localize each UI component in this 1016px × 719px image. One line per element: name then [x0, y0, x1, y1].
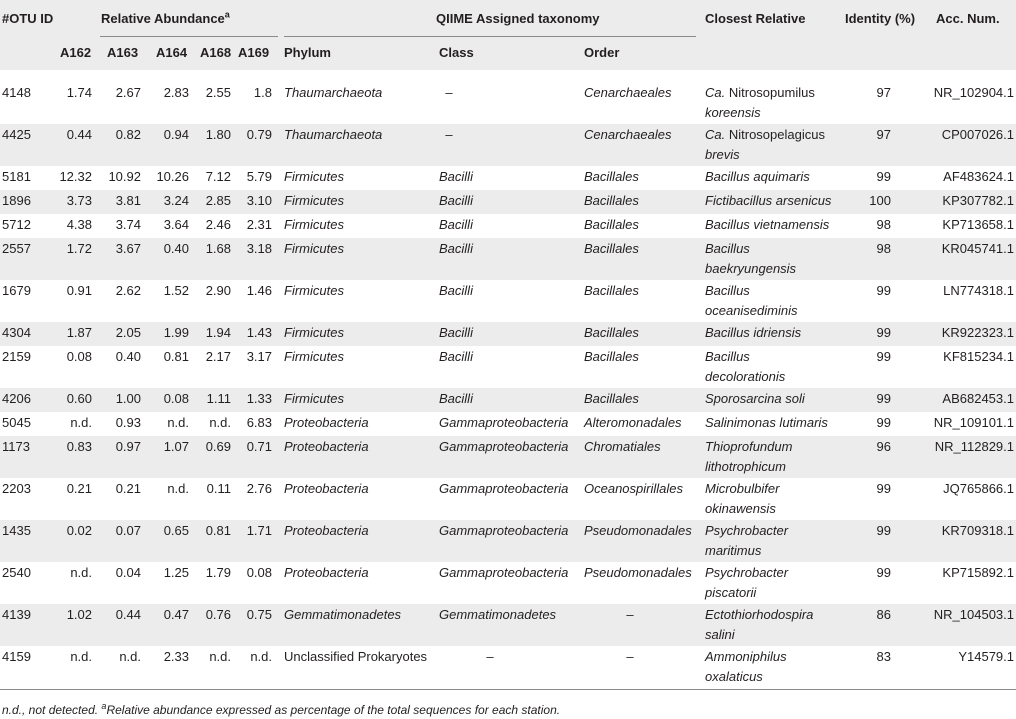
class-cell: Gemmatimonadetes — [439, 607, 557, 622]
header-phylum: Phylum — [284, 45, 331, 60]
abundance-cell: 1.11 — [206, 391, 231, 406]
footnote-text: Relative abundance expressed as percentage of the total sequences for each station. — [106, 703, 561, 717]
header-station: A168 — [200, 45, 232, 60]
abundance-cell: 2.76 — [246, 481, 272, 496]
abundance-cell: 3.17 — [246, 349, 272, 364]
otu-id-cell: 1435 — [2, 523, 31, 538]
abundance-cell: 2.67 — [115, 85, 141, 100]
abundance-cell: 3.74 — [115, 217, 141, 232]
order-cell: Bacillales — [584, 391, 639, 406]
class-cell: Bacilli — [439, 241, 473, 256]
acc-num-cell: KR709318.1 — [941, 523, 1014, 538]
acc-num-cell: AF483624.1 — [943, 169, 1014, 184]
abundance-cell: 3.67 — [115, 241, 141, 256]
closest-relative-cell — [705, 191, 831, 211]
closest-relative-cell — [705, 647, 787, 667]
otu-id-cell: 1679 — [2, 283, 31, 298]
abundance-cell: 3.64 — [163, 217, 189, 232]
class-cell: Bacilli — [439, 325, 473, 340]
class-cell: Gammaproteobacteria — [439, 439, 569, 454]
abundance-cell: 5.79 — [246, 169, 272, 184]
abundance-cell: 1.74 — [66, 85, 92, 100]
otu-id-cell: 2203 — [2, 481, 31, 496]
abundance-cell: 1.07 — [163, 439, 189, 454]
abundance-cell: 12.32 — [59, 169, 92, 184]
closest-relative-line1: Bacillus — [705, 349, 750, 364]
closest-relative-line1: Bacillus — [705, 283, 750, 298]
closest-relative-line2: oxalaticus — [705, 669, 763, 684]
abundance-cell: n.d. — [70, 649, 92, 664]
abundance-cell: 1.94 — [205, 325, 231, 340]
abundance-cell: 0.40 — [115, 349, 141, 364]
closest-relative-line1: Nitrosopumilus — [728, 85, 815, 100]
closest-relative-line2: koreensis — [705, 105, 761, 120]
otu-id-cell: 1896 — [2, 193, 31, 208]
abundance-cell: 2.17 — [205, 349, 231, 364]
order-cell: Bacillales — [584, 283, 639, 298]
header-row-2 — [0, 36, 1016, 70]
class-cell: Bacilli — [439, 283, 473, 298]
abundance-cell: 1.43 — [246, 325, 272, 340]
abundance-cell: 0.08 — [163, 391, 189, 406]
closest-relative-line2: lithotrophicum — [705, 459, 786, 474]
abundance-cell: 0.93 — [115, 415, 141, 430]
abundance-cell: 1.87 — [66, 325, 92, 340]
header-footnote-mark: a — [224, 9, 230, 20]
closest-relative-line2: salini — [705, 627, 735, 642]
identity-cell: 99 — [876, 283, 891, 298]
class-cell: Bacilli — [439, 391, 473, 406]
phylum-cell: Firmicutes — [284, 169, 344, 184]
header-qiime: QIIME Assigned taxonomy — [436, 11, 600, 26]
abundance-cell: 3.81 — [115, 193, 141, 208]
header-station: A162 — [60, 45, 92, 60]
closest-relative-line1: Nitrosopelagicus — [728, 127, 825, 142]
class-cell: Bacilli — [439, 169, 473, 184]
closest-relative-prefix: Ca. — [705, 127, 726, 142]
otu-id-cell: 4159 — [2, 649, 31, 664]
class-cell: Bacilli — [439, 217, 473, 232]
class-cell: Gammaproteobacteria — [439, 481, 569, 496]
abundance-cell: 0.07 — [115, 523, 141, 538]
otu-id-cell: 2540 — [2, 565, 31, 580]
order-cell: Chromatiales — [584, 439, 661, 454]
table-bottom-rule — [0, 689, 1016, 690]
abundance-cell: n.d. — [70, 565, 92, 580]
abundance-cell: 0.40 — [163, 241, 189, 256]
phylum-cell: Proteobacteria — [284, 565, 369, 580]
closest-relative-cell — [705, 413, 828, 433]
otu-id-cell: 2557 — [2, 241, 31, 256]
phylum-cell: Thaumarchaeota — [284, 85, 383, 100]
header-station: A164 — [156, 45, 188, 60]
abundance-cell: 1.80 — [205, 127, 231, 142]
footnote-nd: n.d., not detected. — [2, 703, 99, 717]
closest-relative-line1: Psychrobacter — [705, 523, 789, 538]
class-cell: – — [445, 127, 453, 142]
order-cell: Alteromonadales — [584, 415, 682, 430]
otu-id-cell: 1173 — [2, 439, 30, 454]
otu-id-cell: 5045 — [2, 415, 31, 430]
order-cell: Bacillales — [584, 349, 639, 364]
abundance-cell: n.d. — [119, 649, 141, 664]
abundance-cell: 3.24 — [163, 193, 189, 208]
header-identity: Identity (%) — [845, 11, 916, 26]
abundance-cell: 0.94 — [163, 127, 189, 142]
acc-num-cell: KP715892.1 — [942, 565, 1014, 580]
phylum-cell: Gemmatimonadetes — [284, 607, 402, 622]
abundance-cell: 0.44 — [115, 607, 141, 622]
closest-relative-line2: maritimus — [705, 543, 762, 558]
closest-relative-line1: Psychrobacter — [705, 565, 789, 580]
otu-id-cell: 4139 — [2, 607, 31, 622]
phylum-cell: Firmicutes — [284, 217, 344, 232]
otu-id-cell: 4304 — [2, 325, 31, 340]
abundance-cell: 1.33 — [246, 391, 272, 406]
closest-relative-line2: okinawensis — [705, 501, 776, 516]
closest-relative-line1: Microbulbifer — [705, 481, 780, 496]
abundance-cell: 0.69 — [205, 439, 231, 454]
closest-relative-line1: Bacillus — [705, 241, 750, 256]
otu-id-cell: 5181 — [2, 169, 31, 184]
abundance-cell: 1.25 — [163, 565, 189, 580]
closest-relative-cell — [705, 83, 815, 103]
abundance-cell: 0.44 — [66, 127, 92, 142]
acc-num-cell: KP307782.1 — [942, 193, 1014, 208]
acc-num-cell: KF815234.1 — [943, 349, 1014, 364]
closest-relative-line1: Ammoniphilus — [705, 649, 787, 664]
abundance-cell: 0.60 — [66, 391, 92, 406]
identity-cell: 99 — [876, 481, 891, 496]
closest-relative-cell — [705, 605, 813, 625]
header-station: A163 — [107, 45, 139, 60]
identity-cell: 99 — [876, 325, 891, 340]
abundance-cell: 1.8 — [253, 85, 272, 100]
identity-cell: 97 — [876, 85, 891, 100]
class-cell: Gammaproteobacteria — [439, 523, 569, 538]
phylum-cell: Firmicutes — [284, 193, 344, 208]
acc-num-cell: JQ765866.1 — [943, 481, 1014, 496]
closest-relative-cell — [705, 479, 779, 499]
closest-relative-line1: Fictibacillus arsenicus — [705, 193, 832, 208]
acc-num-cell: KP713658.1 — [942, 217, 1014, 232]
abundance-cell: 6.83 — [246, 415, 272, 430]
class-cell: Bacilli — [439, 193, 473, 208]
closest-relative-line1: Bacillus idriensis — [705, 325, 802, 340]
identity-cell: 99 — [876, 169, 891, 184]
phylum-cell: Proteobacteria — [284, 415, 369, 430]
closest-relative-cell — [705, 563, 788, 583]
abundance-cell: 0.02 — [66, 523, 92, 538]
abundance-cell: 10.92 — [108, 169, 141, 184]
header-class: Class — [439, 45, 474, 60]
abundance-cell: 4.38 — [66, 217, 92, 232]
closest-relative-line2: decolorationis — [705, 369, 786, 384]
abundance-cell: 2.83 — [163, 85, 189, 100]
otu-id-cell: 4148 — [2, 85, 31, 100]
otu-id-cell: 5712 — [2, 217, 31, 232]
abundance-cell: 2.62 — [115, 283, 141, 298]
identity-cell: 98 — [876, 217, 891, 232]
closest-relative-cell — [705, 389, 805, 409]
phylum-cell: Proteobacteria — [284, 523, 369, 538]
closest-relative-line1: Sporosarcina soli — [705, 391, 805, 406]
abundance-cell: 3.73 — [66, 193, 92, 208]
identity-cell: 83 — [876, 649, 891, 664]
closest-relative-cell — [705, 347, 750, 367]
qiime-underline — [284, 36, 696, 37]
header-acc-num: Acc. Num. — [936, 11, 1000, 26]
closest-relative-cell — [705, 521, 788, 541]
class-cell: Gammaproteobacteria — [439, 565, 569, 580]
identity-cell: 99 — [876, 349, 891, 364]
abundance-cell: 2.55 — [205, 85, 231, 100]
closest-relative-cell — [705, 167, 810, 187]
abundance-cell: 1.00 — [115, 391, 141, 406]
phylum-cell: Proteobacteria — [284, 439, 369, 454]
phylum-cell: Thaumarchaeota — [284, 127, 383, 142]
abundance-cell: 0.81 — [163, 349, 189, 364]
order-cell: Pseudomonadales — [584, 565, 692, 580]
abundance-cell: 1.71 — [246, 523, 272, 538]
order-cell: Bacillales — [584, 217, 639, 232]
abundance-cell: 2.85 — [205, 193, 231, 208]
order-cell: Oceanospirillales — [584, 481, 683, 496]
closest-relative-line2: brevis — [705, 147, 740, 162]
abundance-cell: 0.79 — [246, 127, 272, 142]
abundance-cell: 0.04 — [115, 565, 141, 580]
identity-cell: 96 — [876, 439, 891, 454]
order-cell: Cenarchaeales — [584, 127, 672, 142]
acc-num-cell: Y14579.1 — [958, 649, 1014, 664]
abundance-cell: 2.90 — [205, 283, 231, 298]
abundance-underline — [100, 36, 278, 37]
acc-num-cell: NR_109101.1 — [933, 415, 1014, 430]
header-station: A169 — [238, 45, 270, 60]
abundance-cell: 0.81 — [205, 523, 231, 538]
header-relative-abundance — [101, 11, 230, 27]
abundance-cell: 0.97 — [115, 439, 141, 454]
class-cell: Gammaproteobacteria — [439, 415, 569, 430]
abundance-cell: n.d. — [70, 415, 92, 430]
order-cell: Bacillales — [584, 169, 639, 184]
identity-cell: 86 — [876, 607, 891, 622]
closest-relative-line1: Thioprofundum — [705, 439, 793, 454]
class-cell: – — [445, 85, 453, 100]
abundance-cell: 2.46 — [205, 217, 231, 232]
abundance-cell: 0.08 — [66, 349, 92, 364]
phylum-cell: Unclassified Prokaryotes — [284, 649, 428, 664]
acc-num-cell: KR922323.1 — [941, 325, 1014, 340]
otu-id-cell: 4206 — [2, 391, 31, 406]
closest-relative-line1: Bacillus aquimaris — [705, 169, 810, 184]
identity-cell: 99 — [876, 565, 891, 580]
acc-num-cell: KR045741.1 — [941, 241, 1014, 256]
closest-relative-cell — [705, 215, 829, 235]
closest-relative-line1: Bacillus vietnamensis — [705, 217, 830, 232]
abundance-cell: 1.02 — [66, 607, 92, 622]
order-cell: Bacillales — [584, 325, 639, 340]
abundance-cell: 0.21 — [66, 481, 92, 496]
abundance-cell: 0.21 — [115, 481, 141, 496]
order-cell: Cenarchaeales — [584, 85, 672, 100]
identity-cell: 99 — [876, 523, 891, 538]
acc-num-cell: AB682453.1 — [942, 391, 1014, 406]
acc-num-cell: NR_112829.1 — [934, 439, 1014, 454]
abundance-cell: n.d. — [167, 415, 189, 430]
closest-relative-line1: Salinimonas lutimaris — [705, 415, 828, 430]
abundance-cell: 1.79 — [205, 565, 231, 580]
abundance-cell: 0.83 — [66, 439, 92, 454]
identity-cell: 99 — [876, 391, 891, 406]
class-cell: – — [486, 649, 494, 664]
identity-cell: 97 — [876, 127, 891, 142]
abundance-cell: 3.10 — [246, 193, 272, 208]
acc-num-cell: CP007026.1 — [941, 127, 1014, 142]
phylum-cell: Firmicutes — [284, 283, 344, 298]
closest-relative-cell — [705, 437, 792, 457]
closest-relative-cell — [705, 239, 750, 259]
abundance-cell: 3.18 — [246, 241, 272, 256]
abundance-cell: 1.68 — [205, 241, 231, 256]
phylum-cell: Firmicutes — [284, 391, 344, 406]
phylum-cell: Firmicutes — [284, 241, 344, 256]
abundance-cell: 7.12 — [205, 169, 231, 184]
order-cell: – — [626, 607, 634, 622]
abundance-cell: 0.11 — [206, 481, 231, 496]
order-cell: Bacillales — [584, 193, 639, 208]
abundance-cell: 0.65 — [163, 523, 189, 538]
abundance-cell: 2.31 — [246, 217, 272, 232]
identity-cell: 98 — [876, 241, 891, 256]
order-cell: – — [626, 649, 634, 664]
acc-num-cell: NR_102904.1 — [933, 85, 1014, 100]
abundance-cell: n.d. — [250, 649, 272, 664]
abundance-cell: 0.76 — [205, 607, 231, 622]
abundance-cell: 1.72 — [66, 241, 92, 256]
abundance-cell: 2.05 — [115, 325, 141, 340]
closest-relative-line1: Ectothiorhodospira — [705, 607, 814, 622]
abundance-cell: 0.08 — [246, 565, 272, 580]
closest-relative-line2: piscatorii — [705, 585, 757, 600]
abundance-cell: n.d. — [167, 481, 189, 496]
identity-cell: 100 — [869, 193, 891, 208]
abundance-cell: 1.46 — [246, 283, 272, 298]
abundance-cell: 10.26 — [156, 169, 189, 184]
abundance-cell: n.d. — [209, 415, 231, 430]
header-order: Order — [584, 45, 620, 60]
acc-num-cell: LN774318.1 — [943, 283, 1014, 298]
phylum-cell: Firmicutes — [284, 349, 344, 364]
closest-relative-cell — [705, 125, 825, 145]
abundance-cell: n.d. — [209, 649, 231, 664]
closest-relative-prefix: Ca. — [705, 85, 726, 100]
phylum-cell: Proteobacteria — [284, 481, 369, 496]
header-relative-abundance-text: Relative Abundance — [101, 11, 225, 26]
otu-id-cell: 4425 — [2, 127, 31, 142]
class-cell: Bacilli — [439, 349, 473, 364]
closest-relative-line2: baekryungensis — [705, 261, 797, 276]
abundance-cell: 0.75 — [246, 607, 272, 622]
closest-relative-cell — [705, 281, 750, 301]
abundance-cell: 1.99 — [163, 325, 189, 340]
abundance-cell: 0.47 — [163, 607, 189, 622]
acc-num-cell: NR_104503.1 — [933, 607, 1014, 622]
order-cell: Pseudomonadales — [584, 523, 692, 538]
order-cell: Bacillales — [584, 241, 639, 256]
abundance-cell: 2.33 — [163, 649, 189, 664]
closest-relative-cell — [705, 323, 801, 343]
closest-relative-line2: oceanisediminis — [705, 303, 798, 318]
abundance-cell: 0.91 — [66, 283, 92, 298]
abundance-cell: 0.71 — [246, 439, 272, 454]
abundance-cell: 1.52 — [163, 283, 189, 298]
phylum-cell: Firmicutes — [284, 325, 344, 340]
header-otu-id: #OTU ID — [2, 11, 54, 26]
header-closest-relative: Closest Relative — [705, 11, 806, 26]
identity-cell: 99 — [876, 415, 891, 430]
otu-id-cell: 2159 — [2, 349, 31, 364]
table-footnote — [2, 703, 560, 717]
footnote-mark: a — [101, 701, 107, 711]
abundance-cell: 0.82 — [115, 127, 141, 142]
